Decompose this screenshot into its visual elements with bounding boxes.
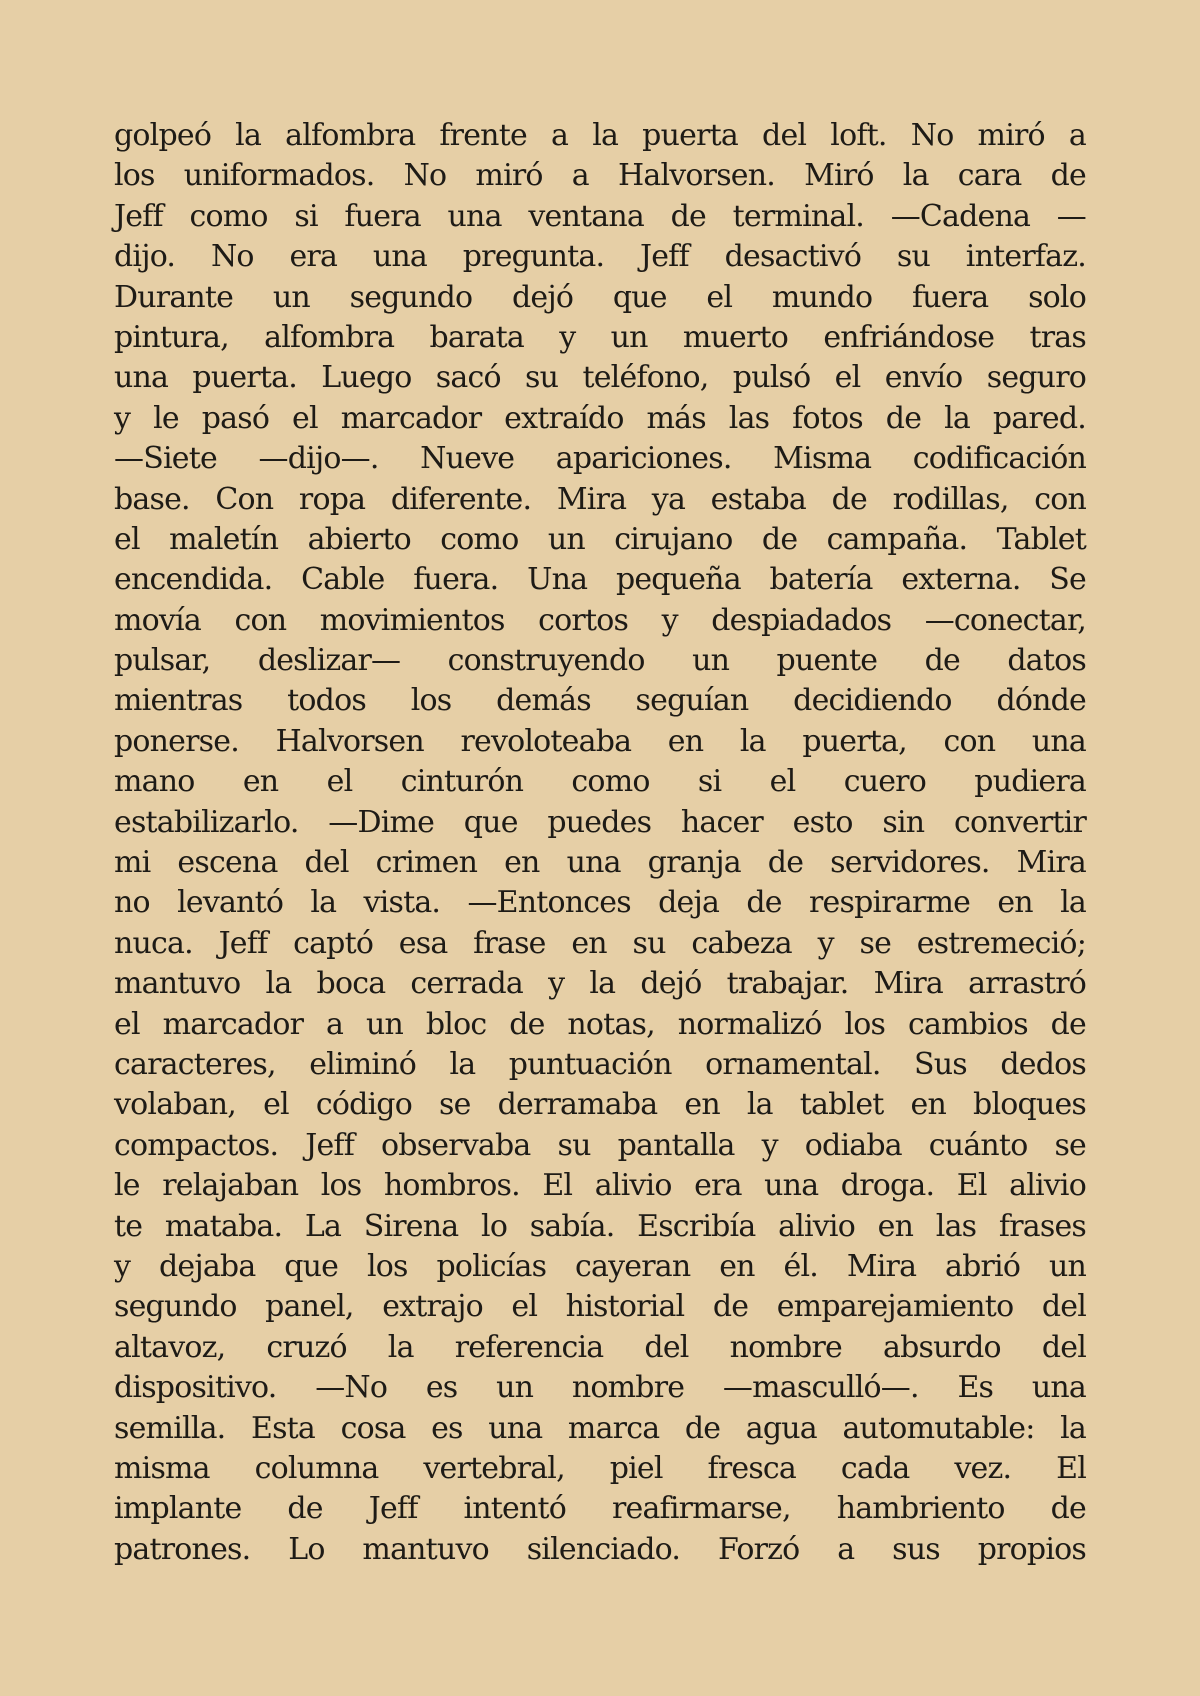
text-line: mi escena del crimen en una granja de servidores. Mira xyxy=(114,845,1086,881)
text-line: y le pasó el marcador extraído más las fotos de la pared. xyxy=(114,400,1086,436)
text-line: volaban, el código se derramaba en la tablet en bloques xyxy=(114,1087,1086,1123)
text-line: golpeó la alfombra frente a la puerta del loft. No miró a xyxy=(114,118,1086,153)
text-line: ponerse. Halvorsen revoloteaba en la puerta, con una xyxy=(114,723,1086,759)
text-line: pintura, alfombra barata y un muerto enfriándose tras xyxy=(114,319,1086,355)
text-line: altavoz, cruzó la referencia del nombre absurdo del xyxy=(114,1329,1086,1365)
text-line: mientras todos los demás seguían decidiendo dónde xyxy=(114,683,1086,719)
text-line: mantuvo la boca cerrada y la dejó trabajar. Mira arrastró xyxy=(114,966,1086,1002)
text-line: misma columna vertebral, piel fresca cada vez. El xyxy=(114,1450,1086,1486)
text-line: Durante un segundo dejó que el mundo fuera solo xyxy=(114,279,1086,315)
text-line: implante de Jeff intentó reafirmarse, hambriento de xyxy=(114,1491,1086,1527)
text-line: encendida. Cable fuera. Una pequeña batería externa. Se xyxy=(114,562,1086,598)
text-line: el marcador a un bloc de notas, normalizó los cambios de xyxy=(114,1006,1086,1042)
text-line: dijo. No era una pregunta. Jeff desactivó su interfaz. xyxy=(114,239,1086,275)
text-line: compactos. Jeff observaba su pantalla y odiaba cuánto se xyxy=(114,1127,1086,1163)
text-line: pulsar, deslizar— construyendo un puente de datos xyxy=(114,643,1086,679)
text-line: —Siete —dijo—. Nueve apariciones. Misma codificación xyxy=(114,441,1086,477)
text-line: estabilizarlo. —Dime que puedes hacer esto sin convertir xyxy=(114,804,1086,840)
text-line: una puerta. Luego sacó su teléfono, pulsó el envío seguro xyxy=(114,360,1086,396)
text-line: caracteres, eliminó la puntuación ornamental. Sus dedos xyxy=(114,1046,1086,1082)
book-page-text xyxy=(114,116,1086,1570)
text-line: no levantó la vista. —Entonces deja de respirarme en la xyxy=(114,885,1086,921)
text-line: le relajaban los hombros. El alivio era una droga. El alivio xyxy=(114,1168,1086,1204)
text-line: los uniformados. No miró a Halvorsen. Miró la cara de xyxy=(114,158,1086,194)
text-line: patrones. Lo mantuvo silenciado. Forzó a sus propios xyxy=(114,1531,1086,1567)
text-line: semilla. Esta cosa es una marca de agua automutable: la xyxy=(114,1410,1086,1446)
text-line: movía con movimientos cortos y despiadados —conectar, xyxy=(114,602,1086,638)
text-line: base. Con ropa diferente. Mira ya estaba de rodillas, con xyxy=(114,481,1086,517)
text-line: nuca. Jeff captó esa frase en su cabeza y se estremeció; xyxy=(114,925,1086,961)
text-line: el maletín abierto como un cirujano de campaña. Tablet xyxy=(114,521,1086,557)
text-line: mano en el cinturón como si el cuero pudiera xyxy=(114,764,1086,800)
text-line: Jeff como si fuera una ventana de terminal. —Cadena — xyxy=(114,198,1086,234)
text-line: segundo panel, extrajo el historial de emparejamiento del xyxy=(114,1289,1086,1325)
text-line: dispositivo. —No es un nombre —masculló—. Es una xyxy=(114,1370,1086,1406)
text-line: te mataba. La Sirena lo sabía. Escribía alivio en las frases xyxy=(114,1208,1086,1244)
text-line: y dejaba que los policías cayeran en él. Mira abrió un xyxy=(114,1248,1086,1284)
